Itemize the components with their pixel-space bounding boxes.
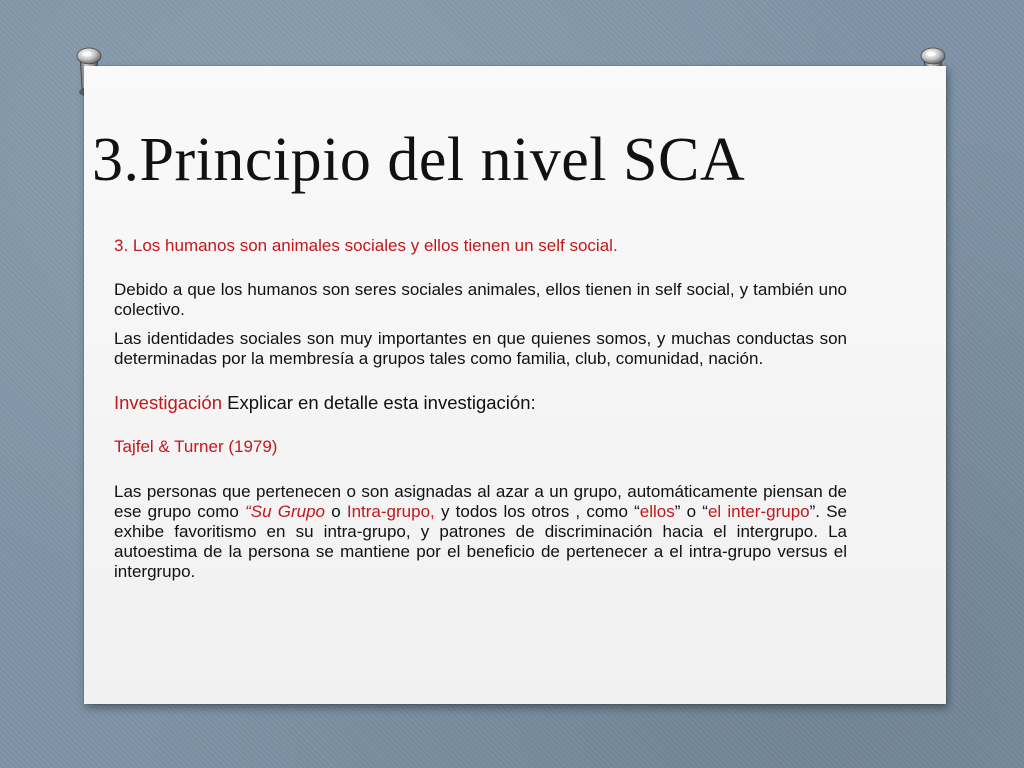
groups-text-3: y todos los otros , como “ [434, 502, 640, 521]
term-su-grupo: “Su Grupo [245, 502, 325, 521]
slide-title: 3.Principio del nivel SCA [92, 126, 746, 194]
citation-text: Tajfel & Turner (1979) [114, 437, 278, 456]
groups-text-4: ” o “ [674, 502, 708, 521]
paragraph-social-identities: Las identidades sociales son muy importantes en que quienes somos, y muchas conductas son determinadas por la membresía a grupos tales como familia, club, comunidad, nación. [114, 329, 847, 368]
groups-text-1: Las personas que pertenecen o son asignadas al azar a un grupo, automáticamente piensan de ese grupo como [114, 482, 847, 521]
subtitle-text: 3. Los humanos son animales sociales y ellos tienen un self social. [114, 236, 618, 255]
slide-body [114, 236, 847, 582]
paragraph-groups [114, 482, 847, 582]
term-inter-grupo: el inter-grupo [707, 502, 810, 521]
groups-text-2: o [325, 502, 347, 521]
term-intra-grupo: Intra-grupo, [346, 502, 435, 521]
term-ellos: ellos [639, 502, 675, 521]
investigation-text: Explicar en detalle esta investigación: [221, 392, 536, 413]
groups-text-5: ”. Se exhibe favoritismo en su intra-grupo, y patrones de discriminación hacia el intergrupo. La autoestima de la persona se mantiene por el beneficio de pertenecer a el intra-grupo versus el intergrupo. [114, 502, 847, 581]
investigation-line [114, 392, 847, 414]
paragraph-social-self: Debido a que los humanos son seres sociales animales, ellos tienen in self social, y también uno colectivo. [114, 280, 847, 319]
investigation-label: Investigación [114, 392, 222, 413]
